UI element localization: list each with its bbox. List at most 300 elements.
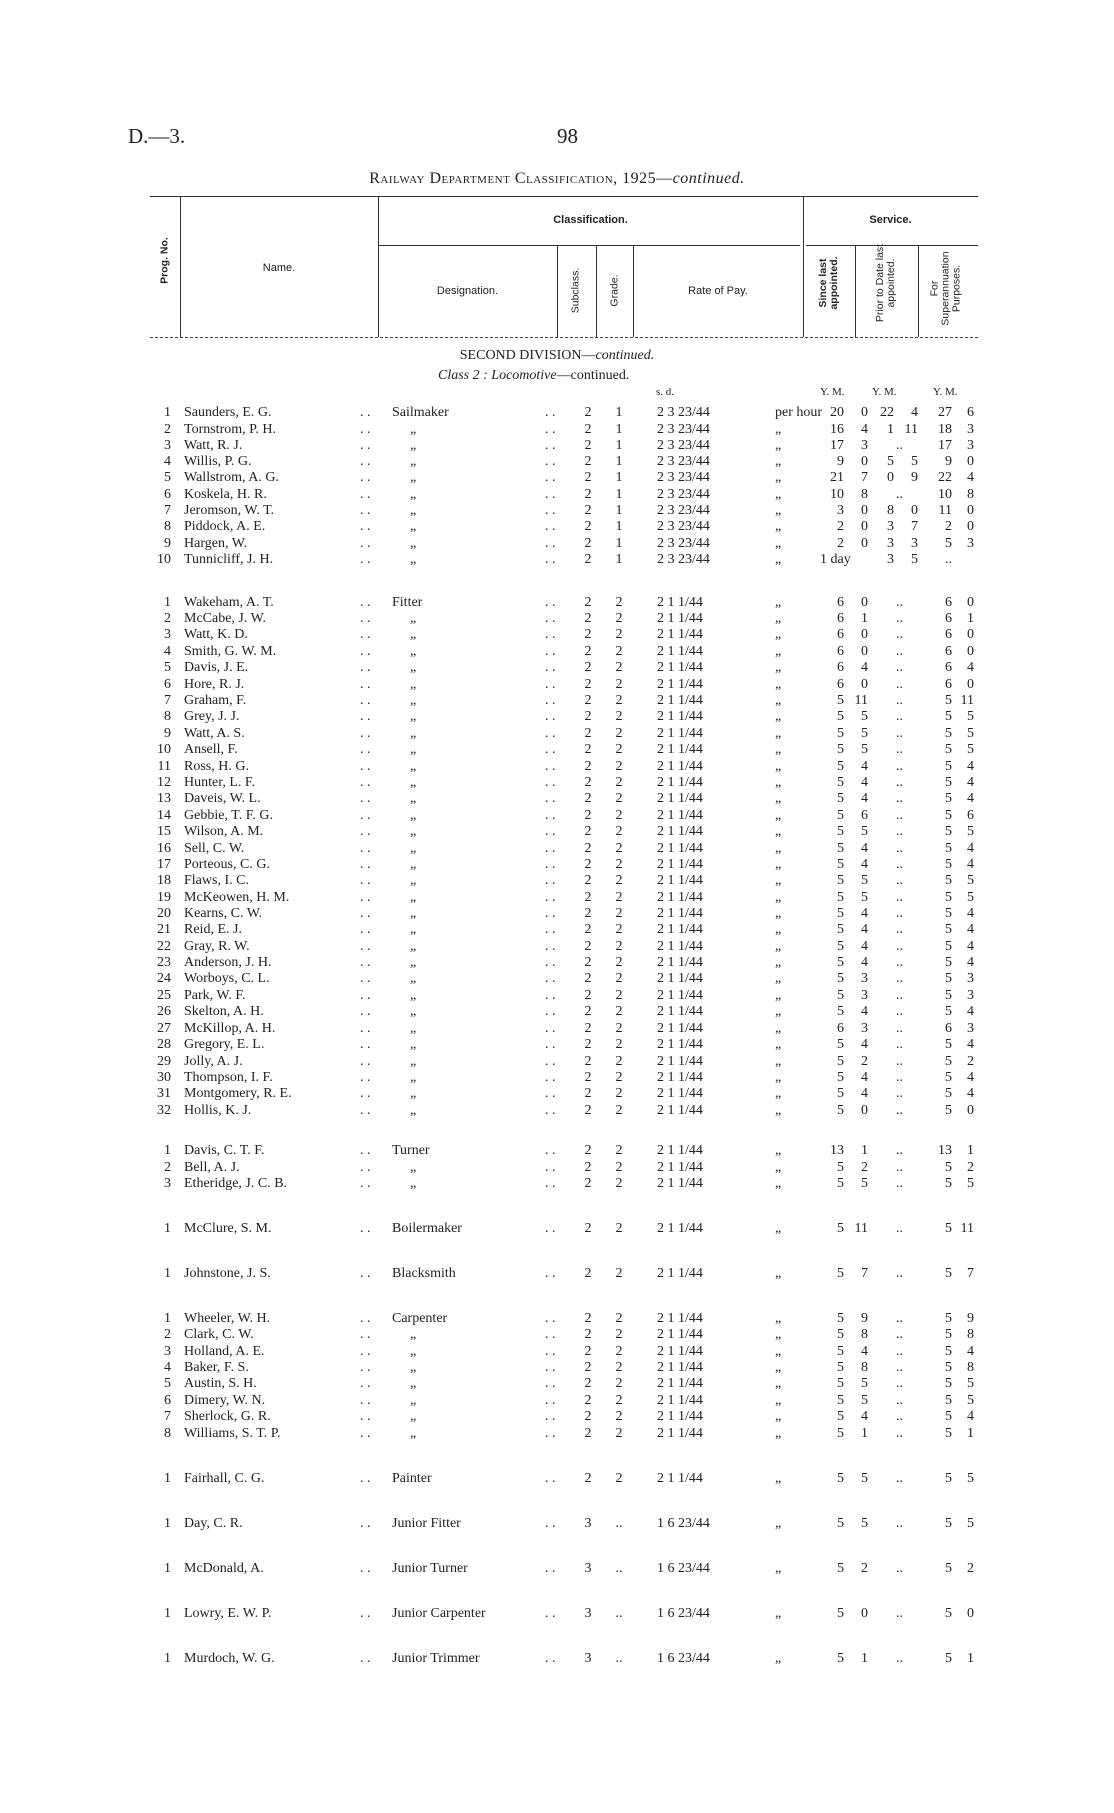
leader-dots: . .	[545, 939, 556, 954]
since-months: 4	[861, 1037, 868, 1052]
rate-of-pay: 2 3 23/44	[657, 422, 710, 437]
since-years: 20	[830, 405, 844, 420]
title-main: Railway Department Classification,	[369, 170, 618, 187]
leader-dots: . .	[360, 971, 371, 986]
leader-dots: . .	[360, 519, 371, 534]
employee-name: Graham, F.	[184, 693, 247, 708]
prog-no: 17	[157, 857, 171, 872]
since-years: 5	[837, 1176, 844, 1191]
prog-no: 21	[157, 922, 171, 937]
super-years: 6	[945, 644, 952, 659]
rate-of-pay: 2 1 1/44	[657, 759, 703, 774]
since-months: 5	[861, 824, 868, 839]
super-years: 5	[945, 1176, 952, 1191]
since-months: 5	[861, 1393, 868, 1408]
since-years: 5	[837, 791, 844, 806]
since-years: 5	[837, 890, 844, 905]
leader-dots: . .	[360, 1070, 371, 1085]
prog-no: 19	[157, 890, 171, 905]
rate-of-pay: 1 6 23/44	[657, 1651, 710, 1666]
prior-years: ..	[896, 1344, 903, 1359]
super-months: 3	[967, 438, 974, 453]
prog-no: 30	[157, 1070, 171, 1085]
leader-dots: . .	[360, 1360, 371, 1375]
subclass: 3	[584, 1516, 592, 1531]
since-months: 4	[861, 1070, 868, 1085]
since-years: 5	[837, 1393, 844, 1408]
ditto-mark: „	[410, 939, 417, 954]
subclass: 2	[584, 503, 592, 518]
prog-no: 2	[164, 611, 171, 626]
rate-of-pay: 2 1 1/44	[657, 1086, 703, 1101]
leader-dots: . .	[360, 1651, 371, 1666]
ditto-mark: „	[410, 1004, 417, 1019]
table-row	[0, 1651, 1114, 1667]
table-row	[0, 890, 1114, 906]
table-row	[0, 1471, 1114, 1487]
pay-unit: „	[775, 438, 782, 453]
table-row	[0, 595, 1114, 611]
ditto-mark: „	[410, 1070, 417, 1085]
pay-unit: „	[775, 1004, 782, 1019]
ditto-mark: „	[410, 487, 417, 502]
since-years: 5	[837, 1037, 844, 1052]
super-years: 5	[945, 939, 952, 954]
leader-dots: . .	[360, 1561, 371, 1576]
table-row	[0, 775, 1114, 791]
pay-unit: „	[775, 1516, 782, 1531]
super-months: 4	[967, 955, 974, 970]
employee-name: Etheridge, J. C. B.	[184, 1176, 288, 1191]
pay-unit: „	[775, 503, 782, 518]
super-months: 0	[967, 519, 974, 534]
since-years: 10	[830, 487, 844, 502]
employee-name: Piddock, A. E.	[184, 519, 266, 534]
super-years: 5	[945, 1037, 952, 1052]
super-months: 11	[960, 693, 974, 708]
leader-dots: . .	[360, 1516, 371, 1531]
table-row	[0, 1409, 1114, 1425]
ditto-mark: „	[410, 438, 417, 453]
table-row	[0, 841, 1114, 857]
leader-dots: . .	[360, 791, 371, 806]
pay-unit: „	[775, 906, 782, 921]
super-years: 5	[945, 857, 952, 872]
since-months: 1	[861, 1651, 868, 1666]
table-row	[0, 1376, 1114, 1392]
employee-name: Watt, R. J.	[184, 438, 243, 453]
super-years: 27	[938, 405, 952, 420]
ditto-mark: „	[410, 1344, 417, 1359]
super-years: 5	[945, 1561, 952, 1576]
since-years: 5	[837, 988, 844, 1003]
leader-dots: . .	[360, 611, 371, 626]
employee-name: Jolly, A. J.	[184, 1054, 243, 1069]
rate-of-pay: 2 1 1/44	[657, 1409, 703, 1424]
super-months: 5	[967, 709, 974, 724]
table-row	[0, 955, 1114, 971]
pay-unit: „	[775, 841, 782, 856]
prior-years: ..	[896, 1103, 903, 1118]
grade: ..	[615, 1606, 623, 1621]
rate-of-pay: 2 1 1/44	[657, 955, 703, 970]
super-months: 11	[960, 1221, 974, 1236]
super-years: 5	[945, 1471, 952, 1486]
pay-unit: „	[775, 454, 782, 469]
super-months: 4	[967, 939, 974, 954]
leader-dots: . .	[545, 422, 556, 437]
subclass: 2	[584, 611, 592, 626]
since-months: 3	[861, 971, 868, 986]
table-row	[0, 1221, 1114, 1237]
table-row	[0, 1606, 1114, 1622]
grade: 2	[615, 955, 623, 970]
rate-of-pay: 2 1 1/44	[657, 1327, 703, 1342]
grade: 2	[615, 939, 623, 954]
since-months: 8	[861, 1327, 868, 1342]
prior-months: 4	[911, 405, 918, 420]
rate-of-pay: 2 1 1/44	[657, 1160, 703, 1175]
leader-dots: . .	[360, 438, 371, 453]
super-years: 5	[945, 1070, 952, 1085]
since-years: 5	[837, 824, 844, 839]
prior-months: 0	[911, 503, 918, 518]
rate-of-pay: 2 1 1/44	[657, 1360, 703, 1375]
grade: 2	[615, 1037, 623, 1052]
leader-dots: . .	[545, 1471, 556, 1486]
prior-years: ..	[896, 644, 903, 659]
leader-dots: . .	[360, 1376, 371, 1391]
since-years: 5	[837, 1606, 844, 1621]
subclass: 2	[584, 1054, 592, 1069]
rate-of-pay: 2 1 1/44	[657, 906, 703, 921]
super-years: 5	[945, 1160, 952, 1175]
designation: Sailmaker	[392, 405, 449, 420]
subclass: 2	[584, 422, 592, 437]
prior-years: ..	[896, 890, 903, 905]
since-months: 0	[861, 644, 868, 659]
prog-no: 6	[164, 1393, 171, 1408]
since-years: 5	[837, 1344, 844, 1359]
grade: 2	[615, 693, 623, 708]
employee-name: McCabe, J. W.	[184, 611, 267, 626]
prog-no: 3	[164, 627, 171, 642]
super-years: 5	[945, 955, 952, 970]
prog-no: 1	[164, 1516, 171, 1531]
since-years: 16	[830, 422, 844, 437]
pay-unit: „	[775, 955, 782, 970]
prior-years: ..	[896, 1606, 903, 1621]
designation: Carpenter	[392, 1311, 448, 1326]
pay-unit: „	[775, 971, 782, 986]
prog-no: 11	[157, 759, 171, 774]
rate-of-pay: 2 3 23/44	[657, 405, 710, 420]
leader-dots: . .	[545, 1360, 556, 1375]
subclass: 2	[584, 1360, 592, 1375]
leader-dots: . .	[360, 1471, 371, 1486]
employee-name: Hargen, W.	[184, 536, 248, 551]
since-months: 4	[861, 1004, 868, 1019]
leader-dots: . .	[545, 660, 556, 675]
since-months: 7	[861, 470, 868, 485]
table-row	[0, 1054, 1114, 1070]
since-months: 2	[861, 1054, 868, 1069]
grade: 2	[615, 1344, 623, 1359]
since-years: 5	[837, 971, 844, 986]
grade: 2	[615, 775, 623, 790]
since-years: 5	[837, 1221, 844, 1236]
pay-unit: „	[775, 808, 782, 823]
subclass: 2	[584, 1266, 592, 1281]
since-years: 5	[837, 775, 844, 790]
grade: 2	[615, 709, 623, 724]
col-classification: Classification.	[553, 214, 628, 226]
subclass: 2	[584, 1426, 592, 1441]
ditto-mark: „	[410, 552, 417, 567]
grade: 2	[615, 677, 623, 692]
leader-dots: . .	[360, 939, 371, 954]
prior-years: ..	[896, 677, 903, 692]
rate-of-pay: 2 1 1/44	[657, 890, 703, 905]
leader-dots: . .	[360, 955, 371, 970]
leader-dots: . .	[360, 824, 371, 839]
since-years: 5	[837, 1086, 844, 1101]
prior-years: ..	[896, 611, 903, 626]
grade: 2	[615, 1103, 623, 1118]
grade: 1	[615, 519, 623, 534]
leader-dots: . .	[360, 454, 371, 469]
employee-name: Wallstrom, A. G.	[184, 470, 279, 485]
table-row	[0, 627, 1114, 643]
since-months: 6	[861, 808, 868, 823]
since-months: 4	[861, 791, 868, 806]
since-months: 5	[861, 1471, 868, 1486]
prior-years: ..	[896, 693, 903, 708]
pay-unit: „	[775, 677, 782, 692]
subclass: 2	[584, 487, 592, 502]
since-months: 4	[861, 906, 868, 921]
ditto-mark: „	[410, 709, 417, 724]
employee-name: Flaws, I. C.	[184, 873, 249, 888]
unit-ym-super: Y. M.	[933, 386, 958, 398]
col-since-last: Since last appointed.	[817, 256, 840, 310]
subclass: 2	[584, 470, 592, 485]
table-row	[0, 1311, 1114, 1327]
rate-of-pay: 2 1 1/44	[657, 595, 703, 610]
prior-years: ..	[896, 808, 903, 823]
subclass: 2	[584, 890, 592, 905]
title-year: 1925—	[617, 170, 673, 187]
leader-dots: . .	[545, 1327, 556, 1342]
prior-years: ..	[896, 726, 903, 741]
subclass: 2	[584, 627, 592, 642]
pay-unit: per hour	[775, 405, 823, 420]
employee-name: Clark, C. W.	[184, 1327, 254, 1342]
table-row	[0, 709, 1114, 725]
prog-no: 1	[164, 1143, 171, 1158]
leader-dots: . .	[545, 1021, 556, 1036]
super-months: 4	[967, 906, 974, 921]
since-years: 6	[837, 660, 844, 675]
since-years: 17	[830, 438, 844, 453]
grade: 2	[615, 1054, 623, 1069]
prog-no: 8	[164, 519, 171, 534]
table-row	[0, 1266, 1114, 1282]
super-years: 5	[945, 906, 952, 921]
super-months: 4	[967, 470, 974, 485]
super-months: 8	[967, 487, 974, 502]
prog-no: 3	[164, 1344, 171, 1359]
table-row	[0, 1004, 1114, 1020]
grade: 2	[615, 1471, 623, 1486]
subclass: 2	[584, 1070, 592, 1085]
super-months: 4	[967, 660, 974, 675]
super-months: 5	[967, 1471, 974, 1486]
subclass: 2	[584, 791, 592, 806]
table-row	[0, 1086, 1114, 1102]
prior-years: ..	[896, 1516, 903, 1531]
table-row	[0, 1426, 1114, 1442]
employee-name: Willis, P. G.	[184, 454, 252, 469]
leader-dots: . .	[360, 1409, 371, 1424]
prior-years: ..	[896, 922, 903, 937]
leader-dots: . .	[545, 487, 556, 502]
super-years: 6	[945, 627, 952, 642]
leader-dots: . .	[360, 677, 371, 692]
pay-unit: „	[775, 552, 782, 567]
since-months: 4	[861, 922, 868, 937]
since-years: 6	[837, 595, 844, 610]
prog-no: 3	[164, 438, 171, 453]
page-number: 98	[557, 124, 578, 148]
subclass: 2	[584, 1344, 592, 1359]
prior-years: ..	[896, 595, 903, 610]
subclass: 2	[584, 742, 592, 757]
leader-dots: . .	[545, 1311, 556, 1326]
table-row	[0, 660, 1114, 676]
subclass: 2	[584, 519, 592, 534]
super-years: 5	[945, 1393, 952, 1408]
leader-dots: . .	[545, 742, 556, 757]
leader-dots: . .	[545, 536, 556, 551]
subclass: 2	[584, 1311, 592, 1326]
super-months: 5	[967, 1176, 974, 1191]
leader-dots: . .	[545, 988, 556, 1003]
subclass: 2	[584, 709, 592, 724]
grade: 2	[615, 1266, 623, 1281]
rate-of-pay: 2 3 23/44	[657, 438, 710, 453]
pay-unit: „	[775, 1651, 782, 1666]
prog-no: 14	[157, 808, 171, 823]
prog-no: 10	[157, 552, 171, 567]
ditto-mark: „	[410, 808, 417, 823]
super-years: 5	[945, 693, 952, 708]
since-years: 6	[837, 1021, 844, 1036]
subclass: 2	[584, 971, 592, 986]
leader-dots: . .	[545, 1070, 556, 1085]
designation: Junior Turner	[392, 1561, 468, 1576]
table-row	[0, 791, 1114, 807]
rule-designation	[557, 245, 558, 337]
leader-dots: . .	[360, 660, 371, 675]
ditto-mark: „	[410, 627, 417, 642]
since-years: 6	[837, 644, 844, 659]
prior-months: 5	[911, 454, 918, 469]
leader-dots: . .	[545, 1054, 556, 1069]
pay-unit: „	[775, 487, 782, 502]
ditto-mark: „	[410, 1360, 417, 1375]
employee-name: Worboys, C. L.	[184, 971, 270, 986]
grade: 2	[615, 595, 623, 610]
rate-of-pay: 2 1 1/44	[657, 1021, 703, 1036]
since-months: 3	[861, 988, 868, 1003]
super-months: 3	[967, 971, 974, 986]
col-designation: Designation.	[436, 285, 499, 297]
rate-of-pay: 2 3 23/44	[657, 470, 710, 485]
super-months: 5	[967, 1516, 974, 1531]
rate-of-pay: 2 1 1/44	[657, 1344, 703, 1359]
subclass: 2	[584, 1037, 592, 1052]
ditto-mark: „	[410, 536, 417, 551]
rate-of-pay: 2 3 23/44	[657, 454, 710, 469]
since-years: 5	[837, 1103, 844, 1118]
prior-years: ..	[896, 1004, 903, 1019]
rate-of-pay: 2 1 1/44	[657, 841, 703, 856]
prior-years: ..	[896, 857, 903, 872]
table-row	[0, 470, 1114, 486]
rate-of-pay: 2 1 1/44	[657, 677, 703, 692]
col-prog-no: Prog. No.	[158, 237, 171, 284]
super-months: 3	[967, 1021, 974, 1036]
prior-years: ..	[896, 1376, 903, 1391]
prior-years: ..	[896, 873, 903, 888]
employee-name: Tornstrom, P. H.	[184, 422, 276, 437]
super-months: 1	[967, 1426, 974, 1441]
ditto-mark: „	[410, 1327, 417, 1342]
employee-name: Saunders, E. G.	[184, 405, 272, 420]
ditto-mark: „	[410, 955, 417, 970]
since-years: 5	[837, 1426, 844, 1441]
super-months: 4	[967, 1004, 974, 1019]
since-months: 7	[861, 1266, 868, 1281]
prior-years: ..	[896, 1221, 903, 1236]
rate-of-pay: 2 3 23/44	[657, 503, 710, 518]
grade: 2	[615, 873, 623, 888]
leader-dots: . .	[360, 988, 371, 1003]
subclass: 2	[584, 726, 592, 741]
leader-dots: . .	[545, 890, 556, 905]
employee-name: Thompson, I. F.	[184, 1070, 273, 1085]
since-months: 0	[861, 519, 868, 534]
since-months: 8	[861, 1360, 868, 1375]
since-months: 5	[861, 742, 868, 757]
leader-dots: . .	[360, 890, 371, 905]
subclass: 2	[584, 438, 592, 453]
super-months: 1	[967, 1143, 974, 1158]
super-months: 0	[967, 595, 974, 610]
rate-of-pay: 2 1 1/44	[657, 873, 703, 888]
super-months: 1	[967, 1651, 974, 1666]
employee-name: Daveis, W. L.	[184, 791, 261, 806]
header-top-rule	[150, 196, 978, 197]
employee-name: Lowry, E. W. P.	[184, 1606, 272, 1621]
since-years: 5	[837, 709, 844, 724]
super-months: 0	[967, 503, 974, 518]
prog-no: 5	[164, 660, 171, 675]
prog-no: 2	[164, 422, 171, 437]
super-months: 7	[967, 1266, 974, 1281]
rate-of-pay: 2 1 1/44	[657, 693, 703, 708]
